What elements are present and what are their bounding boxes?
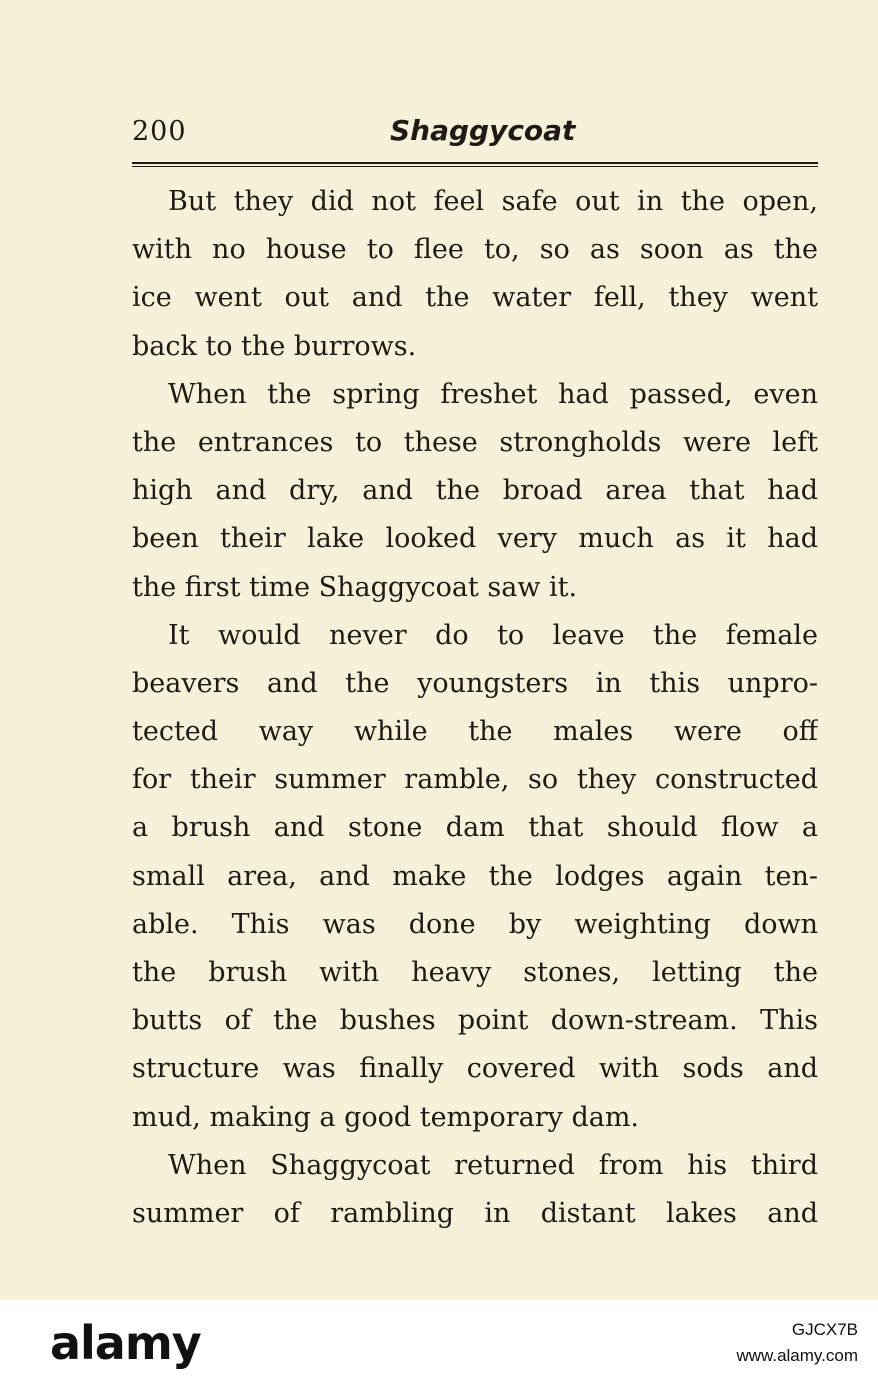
header-rule [132, 162, 818, 167]
text-line: back to the burrows. [132, 330, 417, 362]
text-line: been their lake looked very much as it had [132, 523, 818, 555]
text-line: butts of the bushes point down-stream. This [132, 1005, 818, 1037]
text-line: summer of rambling in distant lakes and [132, 1197, 818, 1229]
text-line: When Shaggycoat returned from his third [168, 1149, 818, 1181]
text-line: It would never do to leave the female [168, 619, 818, 651]
text-line: small area, and make the lodges again ten- [132, 860, 818, 892]
running-title: Shaggycoat [390, 114, 576, 147]
text-line: a brush and stone dam that should flow a [132, 812, 818, 844]
text-line: beavers and the youngsters in this unpro- [132, 667, 818, 699]
paragraph-3 [132, 612, 818, 1142]
paragraph-2 [132, 371, 818, 612]
watermark-logo: alamy [50, 1316, 201, 1370]
paragraph-4 [132, 1142, 818, 1238]
text-line: the entrances to these strongholds were left [132, 426, 818, 458]
text-line: structure was finally covered with sods and [132, 1053, 818, 1085]
watermark-image-id: GJCX7B [791, 1320, 858, 1339]
text-line: high and dry, and the broad area that had [132, 475, 818, 507]
text-line: tected way while the males were off [132, 716, 818, 748]
text-line: mud, making a good temporary dam. [132, 1101, 640, 1133]
text-line: for their summer ramble, so they constructed [132, 764, 818, 796]
text-line: But they did not feel safe out in the open, [168, 186, 818, 217]
text-line: with no house to flee to, so as soon as the [132, 234, 818, 266]
watermark-url: www.alamy.com [736, 1346, 858, 1365]
running-head [132, 112, 818, 156]
text-line: able. This was done by weighting down [132, 908, 818, 940]
page-number: 200 [132, 116, 187, 147]
text-line: ice went out and the water fell, they went [132, 282, 818, 314]
text-line: the brush with heavy stones, letting the [132, 957, 818, 988]
text-line: the first time Shaggycoat saw it. [132, 571, 578, 603]
body-text [132, 178, 818, 1238]
paragraph-1 [132, 178, 818, 371]
text-line: When the spring freshet had passed, even [168, 378, 818, 410]
